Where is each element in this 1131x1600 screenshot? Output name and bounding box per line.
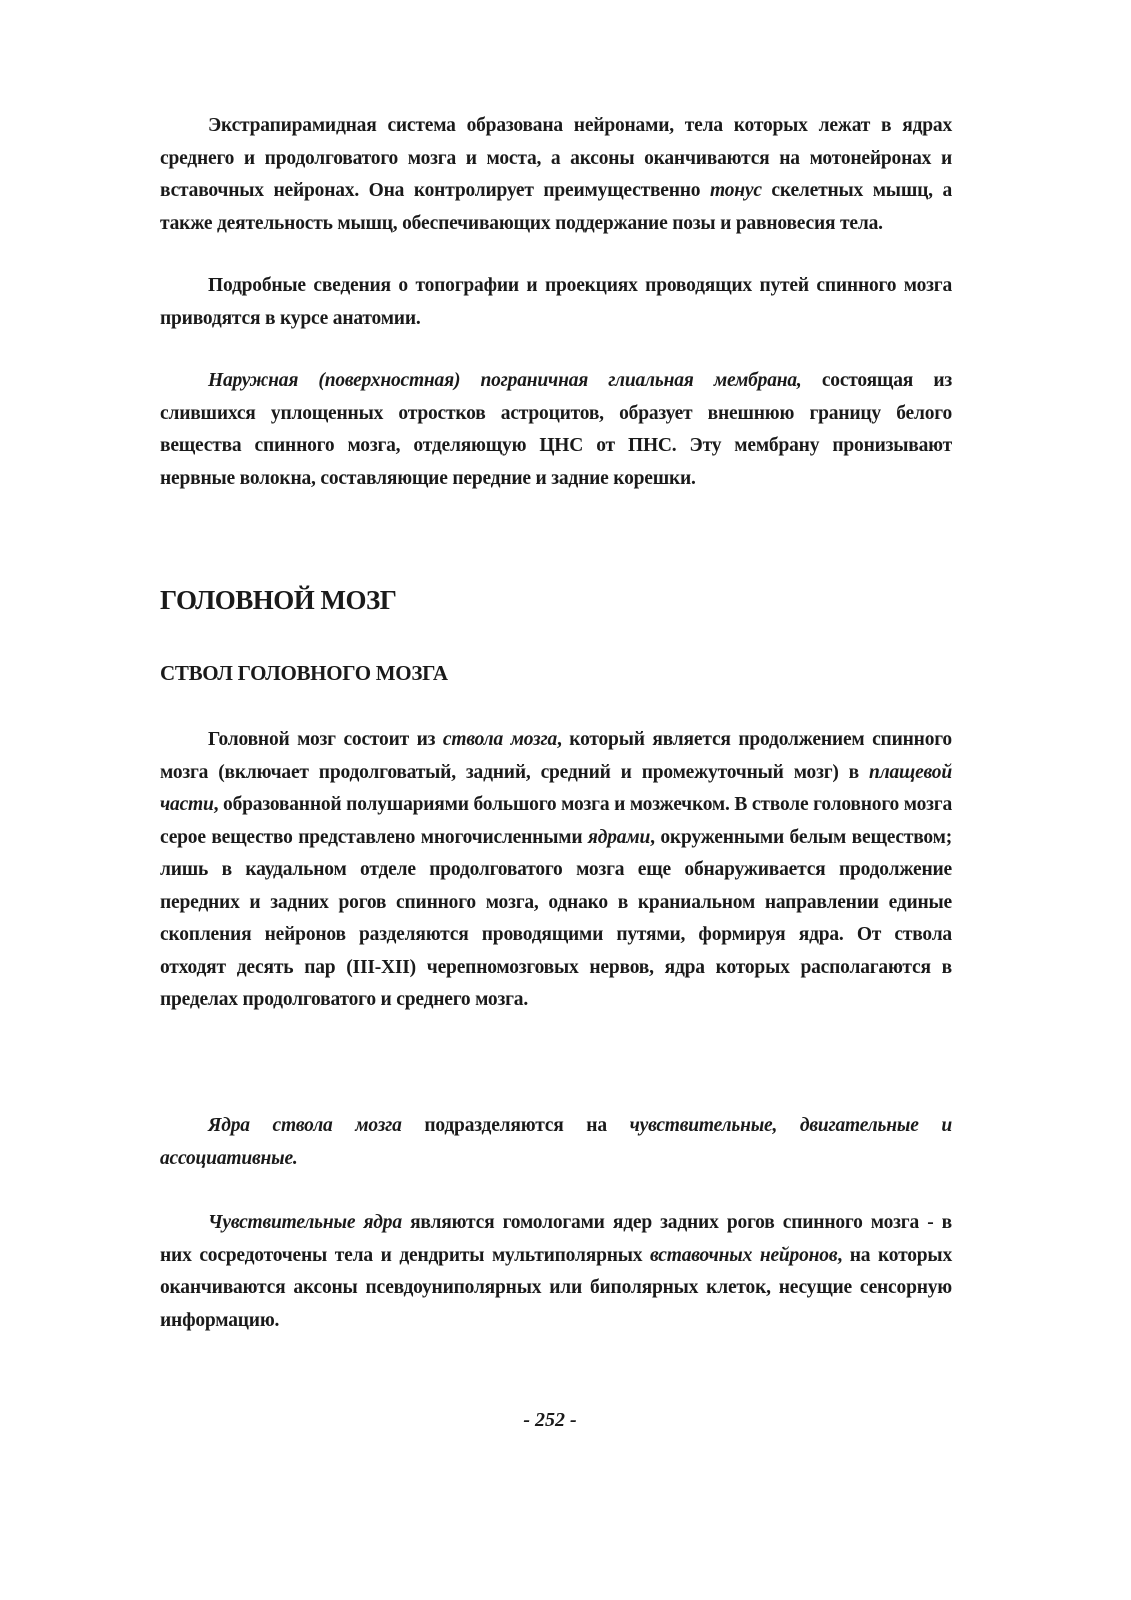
paragraph-text: Подробные сведения о топографии и проекциях проводящих путей спинного мозга приводятся в курсе анатомии. [160,275,952,329]
emphasis-term: Наружная (поверхностная) пограничная глиальная мембрана, [208,370,802,391]
paragraph-text: скелетных мышц, а также деятельность мышц, обеспечивающих поддержание позы и равновесия тела. [160,180,952,234]
emphasis-term: плащевой части [160,761,952,815]
paragraph-text: являются гомологами ядер задних рогов спинного мозга - в них сосредоточены тела и дендриты мультиполярных [160,1212,952,1266]
emphasis-term: Чувствительные ядра [208,1212,402,1233]
emphasis-term: вставочных нейронов [650,1244,838,1266]
paragraph-text: , на которых оканчиваются аксоны псевдоуниполярных или биполярных клеток, несущие сенсорную информацию. [160,1244,952,1331]
paragraph-text: подразделяются на [401,1115,630,1136]
paragraph-anatomy-reference [160,270,952,335]
emphasis-term: ствола мозга [442,729,558,750]
paragraph-text: , образованной полушариями большого мозга и мозжечком. В стволе головного мозга серое вещество представлено многочисленными [160,794,952,848]
paragraph-text: Головной мозг состоит из [208,729,443,750]
emphasis-term: тонус [710,180,762,201]
paragraph-text: состоящая из слившихся уплощенных отростков астроцитов, образует внешнюю границу белого вещества спинного мозга, отделяющую ЦНС от ПНС. Эту мембрану пронизывают нервные волокна, составляющие передние и задние корешки. [160,370,952,489]
paragraph-brainstem [160,724,952,1017]
page-number: - 252 - [523,1409,577,1431]
paragraph-sensory-nuclei [160,1207,952,1337]
emphasis-term: чувствительные, двигательные и ассоциативные. [160,1115,952,1169]
paragraph-text: , который является продолжением спинного мозга (включает продолговатый, задний, средний и промежуточный мозг) в [160,729,952,783]
paragraph-brainstem-nuclei [160,1110,952,1175]
paragraph-text: Экстрапирамидная система образована нейронами, тела которых лежат в ядрах среднего и продолговатого мозга и моста, а аксоны оканчиваются на мотонейронах и вставочных нейронах. Она контролирует преимущественно [160,115,952,201]
emphasis-term: ядрами [587,826,651,848]
paragraph-glial-membrane [160,365,952,495]
section-heading: ГОЛОВНОЙ МОЗГ [160,585,397,615]
subsection-heading: СТВОЛ ГОЛОВНОГО МОЗГА [160,661,448,685]
emphasis-term: Ядра ствола мозга [208,1115,402,1136]
paragraph-extrapyramidal [160,110,952,240]
paragraph-text: , окруженными белым веществом; лишь в каудальном отделе продолговатого мозга еще обнаруживается продолжение передних и задних рогов спинного мозга, однако в краниальном направлении единые скопления нейронов разделяются проводящими путями, формируя ядра. От ствола отходят десять пар (III-XII) черепномозговых нервов, ядра которых располагаются в пределах продолговатого и среднего мозга. [160,826,952,1010]
